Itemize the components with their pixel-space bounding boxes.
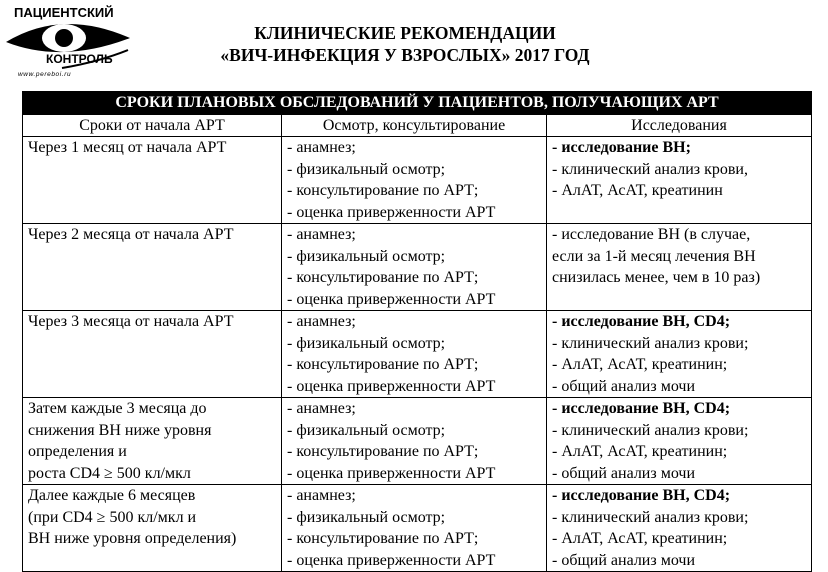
title-line-1: КЛИНИЧЕСКИЕ РЕКОМЕНДАЦИИ <box>254 23 556 43</box>
tests-cell <box>547 311 812 398</box>
exam-cell-line: - оценка приверженности АРТ <box>287 551 496 569</box>
tests-cell-line: - клинический анализ крови; <box>552 334 749 352</box>
exam-cell-line: - консультирование по АРТ; <box>287 530 479 547</box>
table-row <box>23 137 812 224</box>
tests-cell-line: снизилась менее, чем в 10 раз) <box>552 269 761 286</box>
exam-cell <box>282 311 547 398</box>
exam-cell-line: - анамнез; <box>287 139 356 156</box>
timing-cell <box>23 224 282 311</box>
timing-cell-line: снижения ВН ниже уровня <box>28 421 212 439</box>
schedule-table <box>22 91 812 572</box>
timing-cell-line: роста CD4 ≥ 500 кл/мкл <box>28 464 191 482</box>
timing-cell-line: ВН ниже уровня определения) <box>28 530 237 547</box>
exam-cell <box>282 485 547 572</box>
exam-cell-line: - анамнез; <box>287 400 356 417</box>
exam-cell-line: - консультирование по АРТ; <box>287 182 479 199</box>
exam-cell-line: - оценка приверженности АРТ <box>287 203 496 221</box>
exam-cell <box>282 224 547 311</box>
exam-cell-line: - физикальный осмотр; <box>287 247 446 265</box>
exam-cell-line: - консультирование по АРТ; <box>287 443 479 460</box>
timing-cell-line: Затем каждые 3 месяца до <box>28 400 207 417</box>
title-line-2: «ВИЧ-ИНФЕКЦИЯ У ВЗРОСЛЫХ» 2017 ГОД <box>220 45 590 65</box>
timing-cell-line: Через 2 месяца от начала АРТ <box>28 226 234 243</box>
logo-top-text: ПАЦИЕНТСКИЙ <box>14 5 114 20</box>
exam-cell-line: - консультирование по АРТ; <box>287 356 479 373</box>
tests-cell-line: - исследование ВН, CD4; <box>552 487 731 504</box>
timing-cell-line: определения и <box>28 443 127 460</box>
logo-url: www.pereboi.ru <box>18 71 72 78</box>
timing-cell-line: Через 3 месяца от начала АРТ <box>28 313 234 330</box>
table-row <box>23 398 812 485</box>
document-title <box>205 22 605 66</box>
tests-cell-line: - общий анализ мочи <box>552 551 696 569</box>
table-row <box>23 485 812 572</box>
timing-cell <box>23 311 282 398</box>
exam-cell-line: - физикальный осмотр; <box>287 421 446 439</box>
exam-cell-line: - физикальный осмотр; <box>287 508 446 526</box>
tests-cell <box>547 485 812 572</box>
exam-cell-line: - оценка приверженности АРТ <box>287 464 496 482</box>
tests-cell-line: - клинический анализ крови; <box>552 421 749 439</box>
exam-cell-line: - оценка приверженности АРТ <box>287 377 496 395</box>
column-header-exam: Осмотр, консультирование <box>282 114 547 137</box>
table-row <box>23 224 812 311</box>
timing-cell <box>23 398 282 485</box>
tests-cell-line: - клинический анализ крови, <box>552 160 748 178</box>
tests-cell-line: - АлАТ, АсАТ, креатинин <box>552 182 723 199</box>
tests-cell-line: - исследование ВН (в случае, <box>552 226 751 243</box>
exam-cell <box>282 137 547 224</box>
column-header-tests: Исследования <box>547 114 812 137</box>
exam-cell-line: - физикальный осмотр; <box>287 160 446 178</box>
exam-cell-line: - анамнез; <box>287 313 356 330</box>
logo <box>2 2 142 82</box>
timing-cell-line: (при CD4 ≥ 500 кл/мкл и <box>28 508 197 526</box>
tests-cell-line: - АлАТ, АсАТ, креатинин; <box>552 443 728 460</box>
tests-cell-line: - исследование ВН, CD4; <box>552 313 731 330</box>
table-row <box>23 311 812 398</box>
tests-cell <box>547 224 812 311</box>
exam-cell <box>282 398 547 485</box>
timing-cell <box>23 137 282 224</box>
timing-cell-line: Через 1 месяц от начала АРТ <box>28 139 227 156</box>
tests-cell-line: - клинический анализ крови; <box>552 508 749 526</box>
tests-cell-line: если за 1-й месяц лечения ВН <box>552 247 756 265</box>
tests-cell <box>547 398 812 485</box>
tests-cell-line: - исследование ВН; <box>552 139 691 156</box>
timing-cell-line: Далее каждые 6 месяцев <box>28 487 196 504</box>
table-banner: СРОКИ ПЛАНОВЫХ ОБСЛЕДОВАНИЙ У ПАЦИЕНТОВ, ПОЛУЧАЮЩИХ АРТ <box>23 92 812 115</box>
column-header-timing: Сроки от начала АРТ <box>23 114 282 137</box>
tests-cell-line: - АлАТ, АсАТ, креатинин; <box>552 356 728 373</box>
exam-cell-line: - консультирование по АРТ; <box>287 269 479 286</box>
logo-bottom-text: КОНТРОЛЬ <box>46 52 113 66</box>
tests-cell-line: - общий анализ мочи <box>552 464 696 482</box>
tests-cell-line: - общий анализ мочи <box>552 377 696 395</box>
exam-cell-line: - анамнез; <box>287 487 356 504</box>
exam-cell-line: - физикальный осмотр; <box>287 334 446 352</box>
tests-cell-line: - АлАТ, АсАТ, креатинин; <box>552 530 728 547</box>
tests-cell <box>547 137 812 224</box>
exam-cell-line: - оценка приверженности АРТ <box>287 290 496 308</box>
tests-cell-line: - исследование ВН, CD4; <box>552 400 731 417</box>
exam-cell-line: - анамнез; <box>287 226 356 243</box>
timing-cell <box>23 485 282 572</box>
